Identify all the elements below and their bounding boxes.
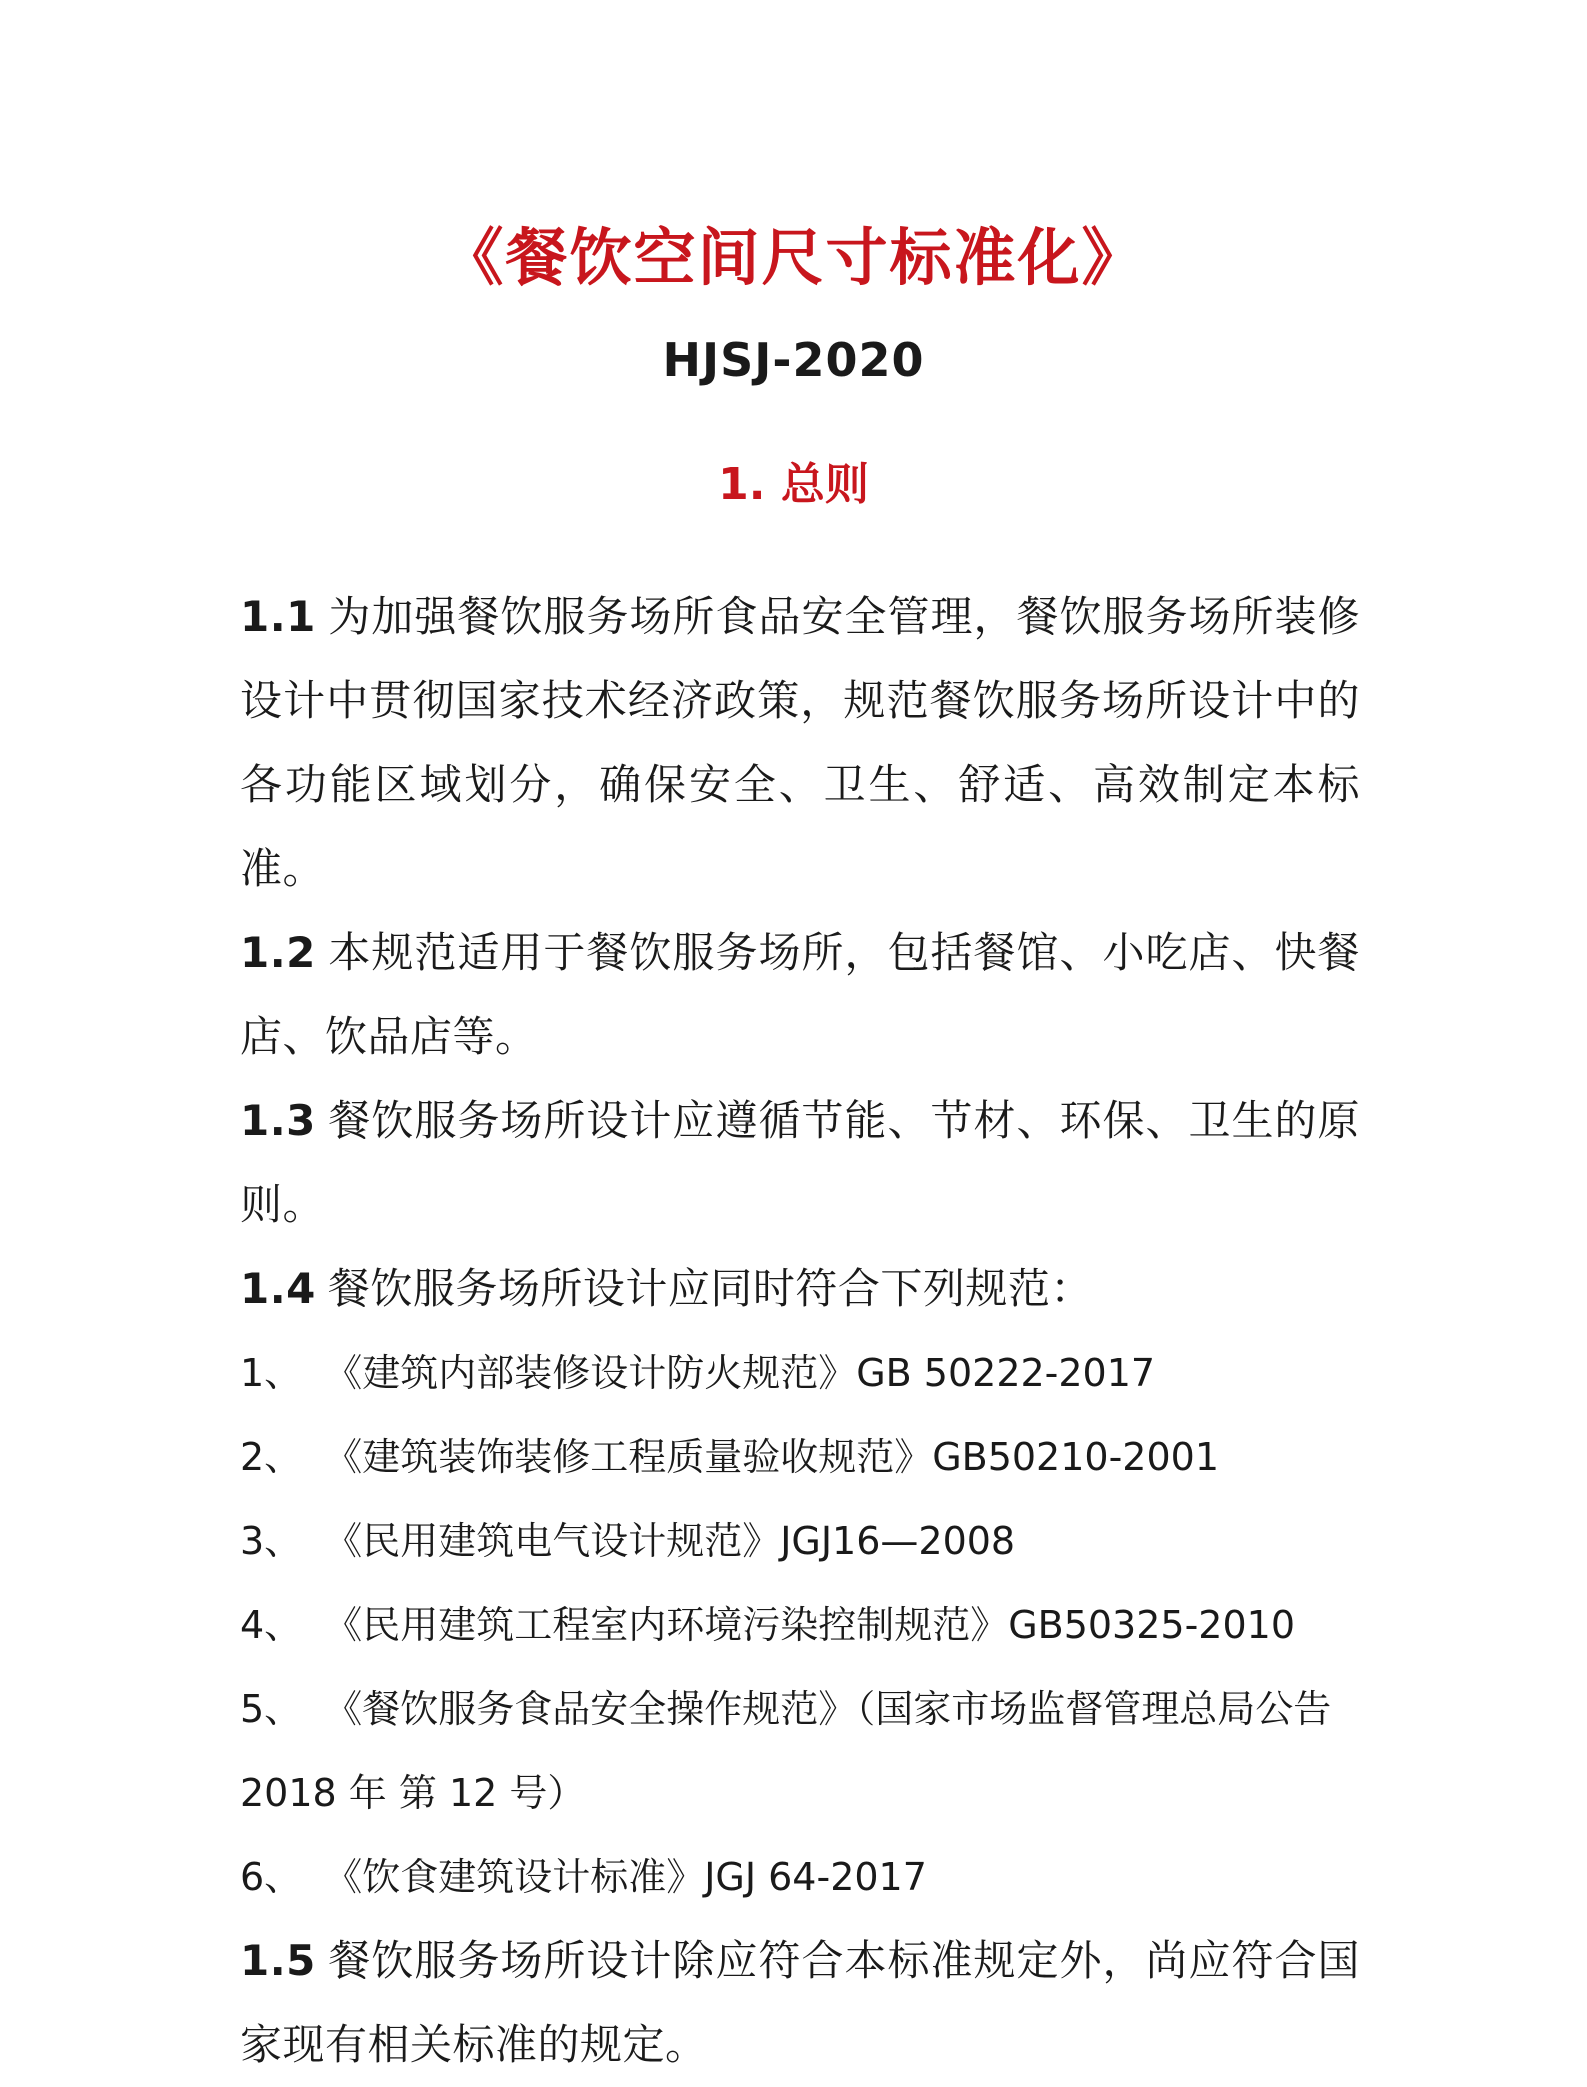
- reference-text: 《建筑装饰装修工程质量验收规范》GB50210-2001: [324, 1435, 1220, 1479]
- reference-text: 《餐饮服务食品安全操作规范》（国家市场监督管理总局公告 2018 年 第 12 号）: [240, 1687, 1332, 1815]
- reference-item: [240, 1499, 1360, 1583]
- clause-1-3: [240, 1079, 1360, 1247]
- clause-number: 1.2: [240, 928, 316, 977]
- reference-item: [240, 1583, 1360, 1667]
- reference-number: 1、: [240, 1351, 303, 1395]
- document-code: HJSJ-2020: [662, 333, 925, 387]
- clause-text: 餐饮服务场所设计应同时符合下列规范：: [327, 1264, 1093, 1313]
- reference-item: [240, 1835, 1360, 1919]
- document-title: 《餐饮空间尺寸标准化》: [441, 221, 1146, 294]
- reference-text: 《饮食建筑设计标准》JGJ 64-2017: [324, 1855, 927, 1899]
- reference-number: 3、: [240, 1519, 303, 1563]
- clause-number: 1.3: [240, 1096, 316, 1145]
- clause-number: 1.1: [240, 592, 316, 641]
- section-number: 1.: [718, 459, 766, 510]
- clause-text: 餐饮服务场所设计除应符合本标准规定外，尚应符合国家现有相关标准的规定。: [240, 1936, 1360, 2069]
- reference-number: 2、: [240, 1435, 303, 1479]
- reference-text: 《民用建筑电气设计规范》JGJ16—2008: [324, 1519, 1016, 1563]
- clause-text: 本规范适用于餐饮服务场所，包括餐馆、小吃店、快餐店、饮品店等。: [240, 928, 1360, 1061]
- clause-1-4: [240, 1247, 1360, 1331]
- clause-1-5: [240, 1919, 1360, 2087]
- clause-number: 1.5: [240, 1936, 316, 1985]
- body-text: [240, 575, 1360, 2087]
- reference-item: [240, 1667, 1360, 1835]
- clause-1-1: [240, 575, 1360, 911]
- reference-text: 《民用建筑工程室内环境污染控制规范》GB50325-2010: [324, 1603, 1296, 1647]
- section-title: 总则: [780, 459, 869, 510]
- reference-text: 《建筑内部装修设计防火规范》GB 50222-2017: [324, 1351, 1156, 1395]
- reference-number: 4、: [240, 1603, 303, 1647]
- clause-1-2: [240, 911, 1360, 1079]
- clause-text: 为加强餐饮服务场所食品安全管理，餐饮服务场所装修设计中贯彻国家技术经济政策，规范餐饮服务场所设计中的各功能区域划分，确保安全、卫生、舒适、高效制定本标准。: [240, 592, 1360, 893]
- section-heading: [0, 455, 1587, 515]
- reference-item: [240, 1331, 1360, 1415]
- clause-number: 1.4: [240, 1264, 316, 1313]
- reference-number: 5、: [240, 1687, 303, 1731]
- clause-text: 餐饮服务场所设计应遵循节能、节材、环保、卫生的原则。: [240, 1096, 1360, 1229]
- reference-number: 6、: [240, 1855, 303, 1899]
- reference-item: [240, 1415, 1360, 1499]
